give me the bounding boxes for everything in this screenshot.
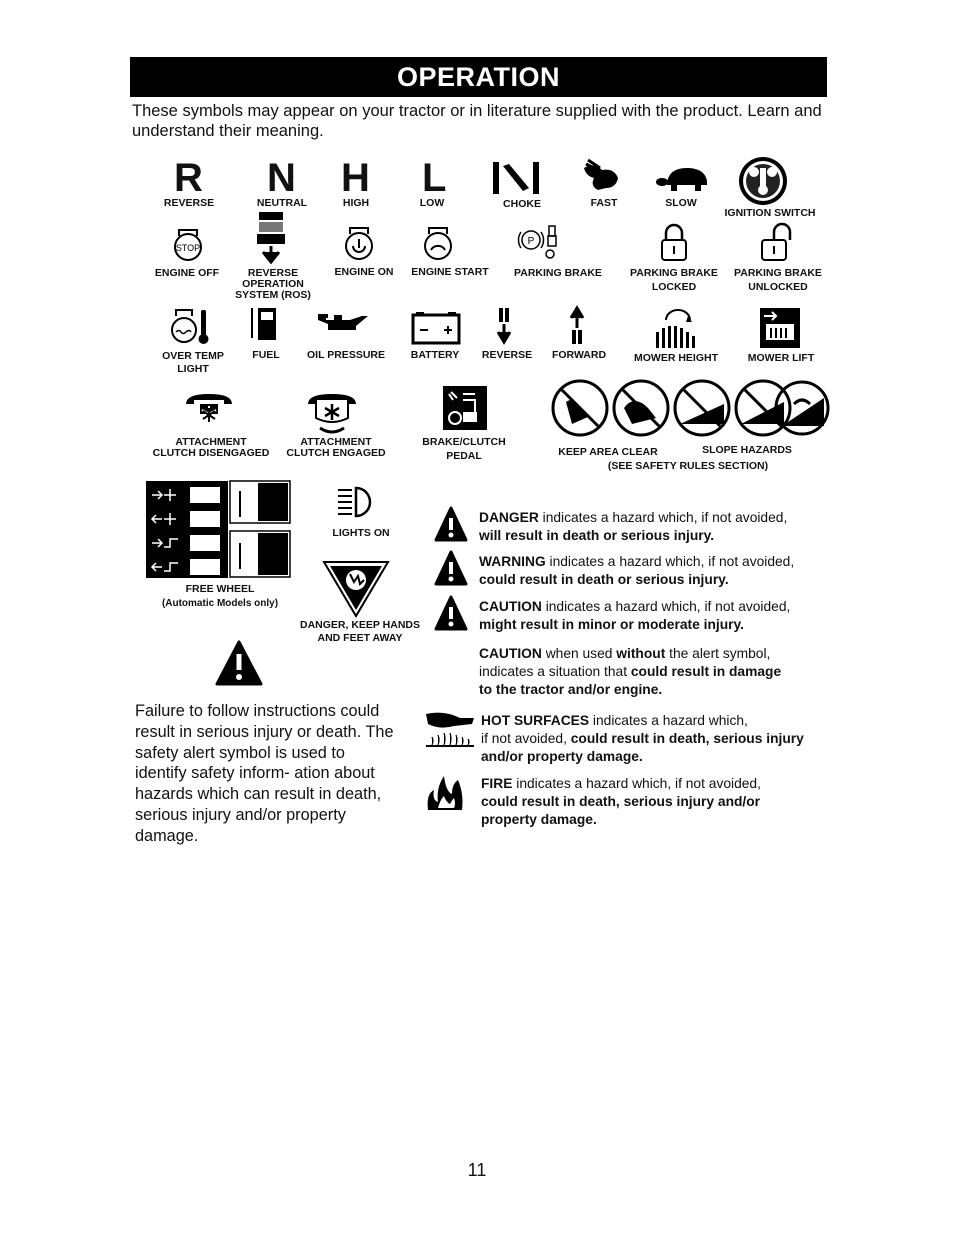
label-brake-2: PEDAL bbox=[446, 450, 482, 462]
label-brake-1: BRAKE/CLUTCH bbox=[422, 436, 506, 448]
label-engine-on: ENGINE ON bbox=[334, 266, 394, 278]
label-pb-locked-2: LOCKED bbox=[651, 281, 697, 293]
page-number: 11 bbox=[467, 1160, 487, 1180]
over-temp-icon bbox=[170, 306, 212, 346]
section-title: OPERATION bbox=[130, 57, 827, 97]
caution-alert-icon bbox=[434, 595, 468, 633]
padlock-locked-icon bbox=[659, 224, 689, 262]
label-att-en-2: CLUTCH ENGAGED bbox=[286, 447, 386, 459]
label-keep-area-clear: KEEP AREA CLEAR bbox=[558, 446, 658, 458]
choke-icon bbox=[489, 160, 545, 196]
hot-surface-icon bbox=[424, 708, 476, 748]
padlock-unlocked-icon bbox=[760, 222, 800, 262]
headlight-icon bbox=[334, 484, 378, 520]
ignition-switch-icon bbox=[738, 156, 788, 206]
neutral-letter: N bbox=[267, 156, 296, 200]
danger-alert-icon bbox=[434, 506, 468, 544]
low-letter: L bbox=[422, 156, 447, 200]
label-mower-height: MOWER HEIGHT bbox=[634, 352, 718, 364]
slope-hazards-icon-2 bbox=[736, 381, 790, 435]
label-fast: FAST bbox=[590, 197, 618, 209]
label-ros-3: SYSTEM (ROS) bbox=[235, 289, 311, 301]
reverse-arrow-icon bbox=[493, 306, 517, 346]
label-neutral: NEUTRAL bbox=[256, 197, 308, 209]
forward-arrow-icon bbox=[566, 306, 590, 346]
high-letter: H bbox=[341, 156, 370, 200]
hot-surfaces-definition: HOT SURFACES indicates a hazard which, if not avoided, could result in death, serious injury and/or property damage. bbox=[481, 713, 804, 764]
safety-alert-symbol-icon bbox=[215, 640, 263, 688]
label-danger-hands-2: AND FEET AWAY bbox=[317, 632, 403, 644]
brake-clutch-pedal-icon bbox=[443, 386, 487, 430]
label-ros-1: REVERSE bbox=[247, 267, 299, 279]
free-wheel-icon bbox=[146, 481, 291, 579]
label-ros-2: OPERATION bbox=[242, 278, 304, 290]
label-choke: CHOKE bbox=[503, 198, 541, 210]
ros-icon bbox=[253, 210, 293, 268]
warning-definition: WARNING indicates a hazard which, if not avoided, could result in death or serious injury. bbox=[479, 554, 795, 587]
label-see-safety: (SEE SAFETY RULES SECTION) bbox=[607, 460, 769, 472]
label-reverse-3: REVERSE bbox=[481, 349, 533, 361]
stop-text: STOP bbox=[175, 243, 201, 253]
label-fuel: FUEL bbox=[252, 349, 280, 361]
label-att-dis-1: ATTACHMENT bbox=[175, 436, 247, 448]
oil-can-icon bbox=[316, 310, 370, 334]
label-over-temp-2: LIGHT bbox=[177, 363, 209, 375]
fuel-pump-icon bbox=[250, 306, 280, 344]
keep-hands-away-icon bbox=[322, 560, 390, 618]
label-over-temp-1: OVER TEMP bbox=[162, 350, 224, 362]
label-pb-locked-1: PARKING BRAKE bbox=[630, 267, 718, 279]
label-forward: FORWARD bbox=[551, 349, 607, 361]
label-parking-brake: PARKING BRAKE bbox=[514, 267, 602, 279]
label-slow: SLOW bbox=[665, 197, 697, 209]
label-battery: BATTERY bbox=[410, 349, 460, 361]
label-att-dis-2: CLUTCH DISENGAGED bbox=[152, 447, 270, 459]
label-free-wheel: FREE WHEEL bbox=[185, 583, 255, 595]
mower-height-icon bbox=[652, 306, 700, 350]
rabbit-fast-icon bbox=[580, 160, 624, 194]
caution-no-symbol-definition: CAUTION when used without the alert symbol, indicates a situation that could result in damage to the tractor and/or engine. bbox=[479, 646, 782, 697]
label-oil-pressure: OIL PRESSURE bbox=[307, 349, 385, 361]
label-att-en-1: ATTACHMENT bbox=[300, 436, 372, 448]
warning-alert-icon bbox=[434, 550, 468, 588]
label-mower-lift: MOWER LIFT bbox=[747, 352, 815, 364]
reverse-letter: R bbox=[174, 156, 203, 200]
svg-text:P: P bbox=[527, 236, 535, 247]
label-automatic-only: (Automatic Models only) bbox=[161, 598, 279, 609]
label-low: LOW bbox=[419, 197, 445, 209]
engine-on-icon bbox=[342, 224, 376, 262]
label-engine-start: ENGINE START bbox=[411, 266, 489, 278]
parking-brake-icon bbox=[517, 224, 561, 260]
keep-area-clear-icon-2 bbox=[614, 381, 668, 435]
label-engine-off: ENGINE OFF bbox=[154, 267, 220, 279]
danger-definition: DANGER indicates a hazard which, if not avoided, will result in death or serious injury. bbox=[479, 510, 788, 543]
slope-hazards-icon-1 bbox=[675, 381, 729, 435]
attachment-clutch-disengaged-icon bbox=[184, 390, 234, 430]
caution-definition: CAUTION indicates a hazard which, if not avoided, might result in minor or moderate injury. bbox=[479, 599, 791, 632]
intro-text: These symbols may appear on your tractor or in literature supplied with the product. Learn and understand their meaning. bbox=[132, 102, 822, 140]
attachment-clutch-engaged-icon bbox=[306, 390, 358, 436]
label-pb-unlocked-2: UNLOCKED bbox=[748, 281, 808, 293]
hazard-icons bbox=[548, 378, 830, 438]
label-reverse: REVERSE bbox=[163, 197, 215, 209]
fire-icon bbox=[424, 772, 468, 812]
label-danger-hands-1: DANGER, KEEP HANDS bbox=[300, 619, 420, 631]
engine-off-icon bbox=[171, 226, 205, 262]
label-slope-hazards: SLOPE HAZARDS bbox=[702, 444, 792, 456]
label-lights-on: LIGHTS ON bbox=[332, 527, 390, 539]
keep-area-clear-icon-1 bbox=[553, 381, 607, 435]
mower-lift-icon bbox=[760, 308, 800, 348]
engine-start-icon bbox=[421, 224, 455, 262]
label-ignition-switch: IGNITION SWITCH bbox=[724, 207, 816, 219]
label-pb-unlocked-1: PARKING BRAKE bbox=[734, 267, 822, 279]
fire-definition: FIRE indicates a hazard which, if not avoided, could result in death, serious injury and/or property damage. bbox=[481, 776, 761, 827]
battery-icon bbox=[410, 312, 464, 346]
label-high: HIGH bbox=[342, 197, 370, 209]
failure-warning-text: Failure to follow instructions could result in serious injury or death. The safety alert symbol is used to identify safety inform- ation about hazards which can result in death, serious injury and/or property damage. bbox=[135, 702, 394, 845]
turtle-slow-icon bbox=[655, 165, 713, 193]
